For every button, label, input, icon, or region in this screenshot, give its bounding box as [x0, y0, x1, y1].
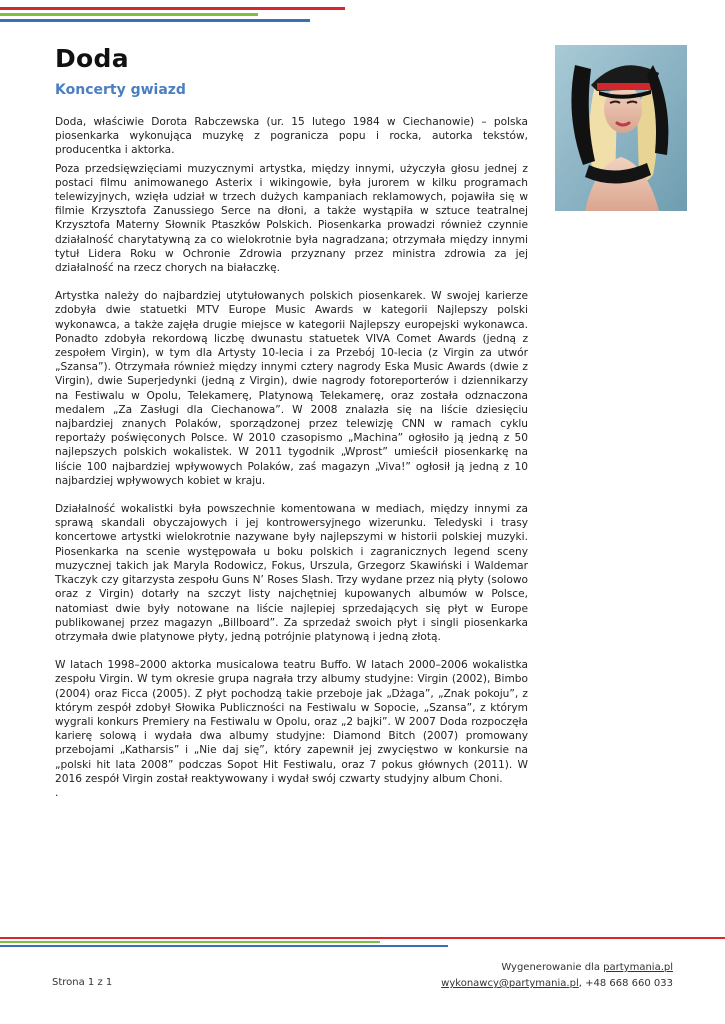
header-stripe-green	[0, 13, 258, 16]
generated-prefix: Wygenerowanie dla	[501, 962, 604, 973]
generated-for-line	[441, 960, 673, 976]
footer-stripe-red	[0, 937, 725, 939]
paragraph-career: W latach 1998–2000 aktorka musicalowa teatru Buffo. W latach 2000–2006 wokalistka zespołu Virgin. W tym okresie grupa nagrała trzy albumy studyjne: Virgin (2002), Bimbo (2004) oraz Ficca (2005). Z płyt pochodzą takie przeboje jak „Dżaga”, „Znak pokoju”, z którym zespół zdobył Słowika Publiczności na Festiwalu w Sopocie, „Szansa”, z którym wygrali konkurs Premiery na Festiwalu w Opolu, oraz „2 bajki”. W 2007 Doda rozpoczęła karierę solową i wydała dwa albumy studyjne: Diamond Bitch (2007) promowany przebojami „Katharsis” i „Nie daj się”, który zapewnił jej zwycięstwo w konkursie na „polski hit lata 2008” podczas Sopot Hit Festiwalu, oraz 7 pokus głównych (2011). W 2016 zespół Virgin został reaktywowany i wydał swój czwarty studyjny album Choni.	[55, 659, 528, 785]
paragraph-awards: Artystka należy do najbardziej utytułowanych polskich piosenkarek. W swojej karierze zdobyła dwie statuetki MTV Europe Music Awards w kategorii Najlepszy polski wykonawca, a także zajęła drugie miejsce w kategorii Najlepszy europejski wykonawca. Ponadto zdobyła rekordową liczbę dwunastu statuetek VIVA Comet Awards (jedną z zespołem Virgin), w tym dla Artysty 10-lecia i za Przebój 10-lecia (z Virgin za utwór „Szansa”). Otrzymała również między innymi cztery nagrody Eska Music Awards (dwie z Virgin), dwie Superjedynki (jedną z Virgin), dwie nagrody fotoreporterów i dziennikarzy na Festiwalu w Opolu, Telekamerę, Platynową Telekamerę, oraz została odznaczona medalem „Za Zasługi dla Ciechanowa”. W 2008 znalazła się na liście dziesięciu najbardziej znanych Polaków, sporządzonej przez telewizję CNN w ramach cyklu reportaży poświęconych Polsce. W 2010 czasopismo „Machina” ogłosiło ją jedną z 50 najlepszych polskich wokalistek. W 2011 tygodnik „Wprost” umieścił piosenkarkę na liście 100 najbardziej wpływowych Polaków, zaś magazyn „Viva!” ogłosił ją jedną z 10 najbardziej wpływowych kobiet w kraju.	[55, 290, 528, 487]
phone-number: , +48 668 660 033	[578, 978, 673, 989]
trailing-dot: .	[55, 786, 59, 799]
partymania-link[interactable]: partymania.pl	[603, 962, 673, 973]
article-body	[55, 115, 528, 800]
page-title: Doda	[55, 44, 129, 73]
artist-photo	[555, 45, 687, 211]
footer-stripe-blue	[0, 945, 448, 947]
paragraph-media: Działalność wokalistki była powszechnie komentowana w mediach, między innymi za sprawą skandali obyczajowych i jej kontrowersyjnego wizerunku. Teledyski i trasy koncertowe artystki wielokrotnie nazywane były najlepszymi w historii polskiej muzyki. Piosenkarka na scenie występowała u boku polskich i zagranicznych legend sceny muzycznej takich jak Maryla Rodowicz, Fokus, Urszula, Grzegorz Skawiński i Waldemar Tkaczyk czy gitarzysta zespołu Guns N’ Roses Slash. Trzy wydane przez nią płyty (solowo oraz z Virgin) dotarły na szczyt listy najchętniej kupowanych albumów w Polsce, natomiast dwie były notowane na liście najlepiej sprzedających się płyt w Europe publikowanej przez magazyn „Billboard”. Za sprzedaż swoich płyt i singli piosenkarka otrzymała dwie platynowe płyty, jedną potrójnie platynową i jedną złotą.	[55, 503, 528, 643]
footer-stripe-green	[0, 941, 380, 943]
header-stripe-red	[0, 7, 345, 10]
email-link[interactable]: wykonawcy@partymania.pl	[441, 978, 579, 989]
page-number: Strona 1 z 1	[52, 977, 113, 988]
page-subtitle: Koncerty gwiazd	[55, 82, 186, 98]
paragraph-intro: Doda, właściwie Dorota Rabczewska (ur. 15 lutego 1984 w Ciechanowie) – polska piosenkarka wykonująca muzykę z pogranicza popu i rocka, autorka tekstów, producentka i aktorka.	[55, 116, 528, 157]
header-stripe-blue	[0, 19, 310, 22]
contact-line	[441, 976, 673, 992]
paragraph-activities: Poza przedsięwzięciami muzycznymi artystka, między innymi, użyczyła głosu jednej z postaci filmu animowanego Asterix i wikingowie, była jurorem w kilku programach telewizyjnych, wzięła udział w trzech dużych kampaniach reklamowych, pojawiła się w filmie Krzysztofa Zanussiego Serce na dłoni, a także wystąpiła w sztuce teatralnej Krzysztofa Materny Słownik Ptaszków Polskich. Piosenkarka prowadzi również czynnie działalność charytatywną za co wielokrotnie była nagradzana; otrzymała między innymi tytuł Lidera Roku w Ochronie Zdrowia przyznany przez ministra zdrowia za jej działalność na rzecz chorych na białaczkę.	[55, 162, 528, 275]
footer-contact	[441, 960, 673, 992]
